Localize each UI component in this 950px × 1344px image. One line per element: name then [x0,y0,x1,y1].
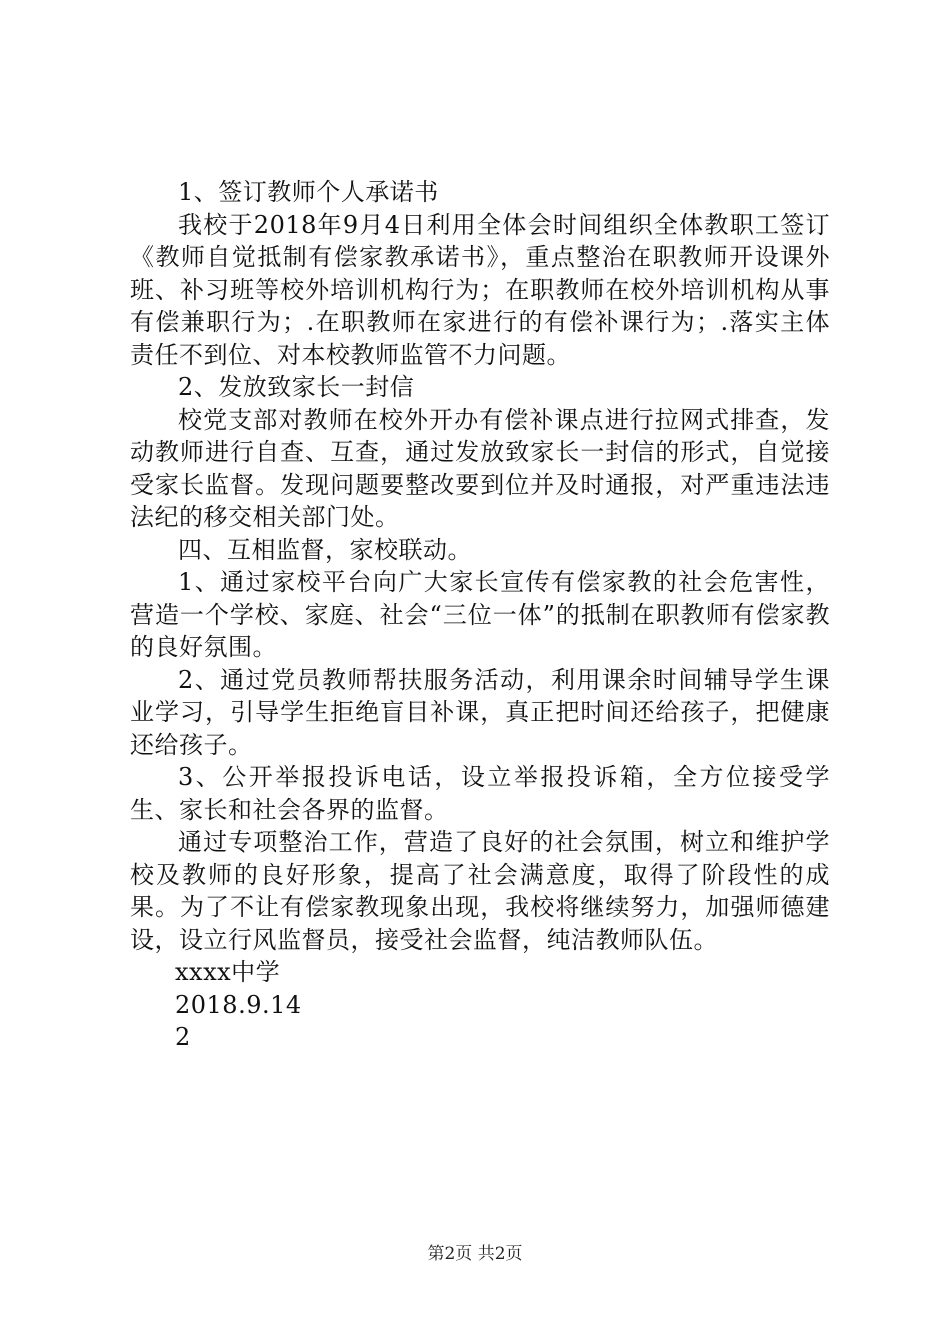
paragraph-supervision-1: 1、通过家校平台向广大家长宣传有偿家教的社会危害性，营造一个学校、家庭、社会“三位一体”的抵制在职教师有偿家教的良好氛围。 [130,568,830,661]
section-heading-supervision: 四、互相监督，家校联动。 [178,535,472,564]
paragraph-supervision-2: 2、通过党员教师帮扶服务活动，利用课余时间辅导学生课业学习，引导学生拒绝盲目补课，真正把时间还给孩子，把健康还给孩子。 [130,665,830,759]
section-heading-commitment: 1、签订教师个人承诺书 [178,178,439,206]
signature: xxxx中学 [175,958,281,986]
paragraph-letter: 校党支部对教师在校外开办有偿补课点进行拉网式排查，发动教师进行自查、互查，通过发放致家长一封信的形式，自觉接受家长监督。发现问题要整改要到位并及时通报，对严重违法违法纪的移交相关部门处。 [130,405,830,531]
section-heading-letter: 2、发放致家长一封信 [178,373,415,401]
date: 2018.9.14 [175,990,302,1019]
document-body [130,176,830,1054]
paragraph-conclusion: 通过专项整治工作，营造了良好的社会氛围，树立和维护学校及教师的良好形象，提高了社会满意度，取得了阶段性的成果。为了不让有偿家教现象出现，我校将继续努力，加强师德建设，设立行风监督员，接受社会监督，纯洁教师队伍。 [130,828,830,954]
trailing-number: 2 [175,1023,191,1051]
paragraph-supervision-3: 3、公开举报投诉电话，设立举报投诉箱，全方位接受学生、家长和社会各界的监督。 [130,763,830,824]
page-indicator: 第2页 共2页 [427,1244,523,1264]
paragraph-commitment: 我校于2018年9月4日利用全体会时间组织全体教职工签订《教师自觉抵制有偿家教承诺书》，重点整治在职教师开设课外班、补习班等校外培训机构行为；在职教师在校外培训机构从事有偿兼职行为；.在职教师在家进行的有偿补课行为；.落实主体责任不到位、对本校教师监管不力问题。 [130,210,830,369]
